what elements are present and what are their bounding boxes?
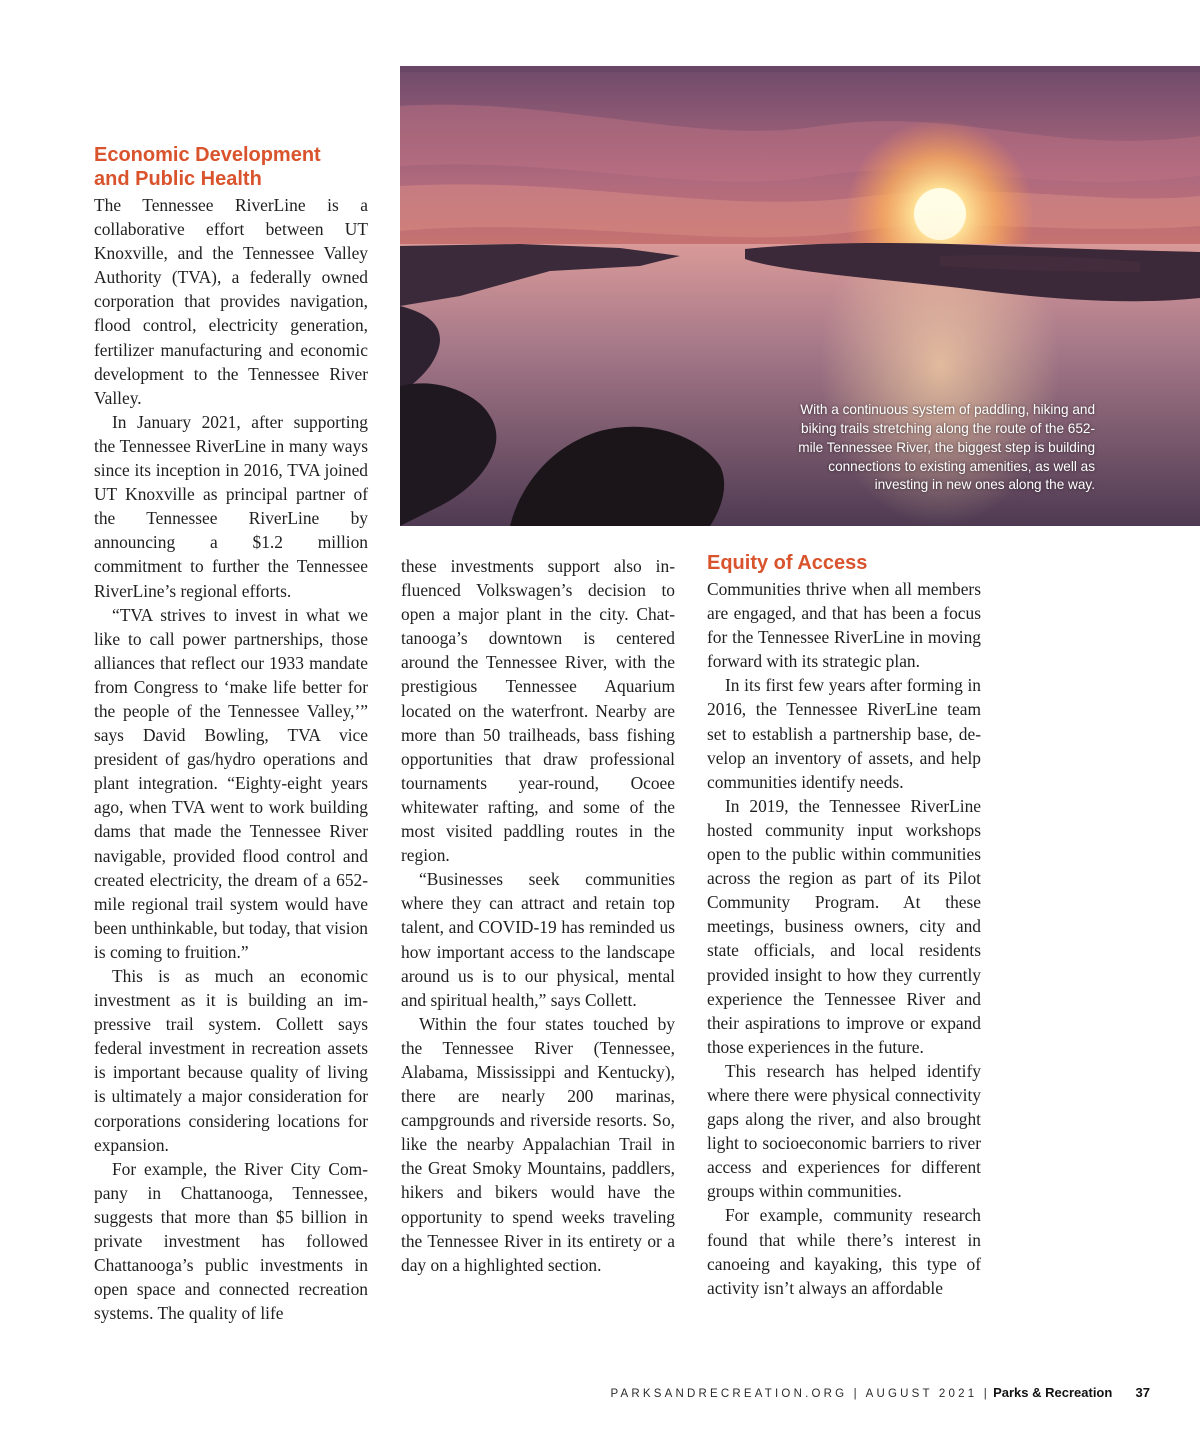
caption-line: connections to existing amenities, as well as xyxy=(828,458,1095,474)
heading-line: Economic Development xyxy=(94,144,321,166)
page-number: 37 xyxy=(1135,1385,1150,1400)
body-paragraph: In its first few years after forming in 2016, the Tennessee RiverLine team set to establish a partnership base, develop an inventory of assets, and help communities identify needs. xyxy=(707,675,981,792)
footer-magazine-name: Parks & Recreation xyxy=(993,1385,1113,1400)
section-heading-equity-of-access: Equity of Access xyxy=(707,552,868,574)
body-paragraph: This is as much an economic investment as it is building an impressive trail system. Collett says federal investment in recreation assets is important because quality of living is ultimately a major consideration for corporations considering locations for expansion. xyxy=(94,966,368,1155)
caption-line: mile Tennessee River, the biggest step is building xyxy=(798,439,1095,455)
body-paragraph: This research has helped identify where there were physical connectivity gaps along the river, and also brought light to socioeconomic barriers to river access and experiences for different groups within communities. xyxy=(707,1060,981,1202)
caption-line: investing in new ones along the way. xyxy=(874,477,1095,493)
article-column-3 xyxy=(707,551,981,1300)
body-paragraph: Communities thrive when all members are engaged, and that has been a focus for the Tennessee RiverLine in moving forward with its strategic plan. xyxy=(707,579,981,672)
body-paragraph: “TVA strives to invest in what we like to call power partnerships, those alliances that reflect our 1933 mandate from Congress to ‘make life better for the people of the Tennessee Valley,’” says David Bowling, TVA vice president of gas/hydro operations and plant integration. “Eighty-eight years ago, when TVA went to work building dams that made the Tennessee River navigable, provided flood control and created electricity, the dream of a 652-mile regional trail system would have been unthinkable, but today, that vision is coming to fruition.” xyxy=(94,604,368,962)
section-heading-economic-development xyxy=(94,143,368,191)
body-paragraph: For example, the River City Company in Chattanooga, Tennessee, suggests that more than $5 billion in private investment has followed Chattanooga’s public investments in open space and connected recreation systems. The quality of life xyxy=(94,1158,368,1324)
article-column-1 xyxy=(94,143,368,1325)
body-paragraph: For example, community research found that while there’s interest in canoeing and kayaking, this type of activity isn’t always an affordable xyxy=(707,1205,981,1298)
caption-line: biking trails stretching along the route of the 652- xyxy=(801,421,1095,437)
article-column-2 xyxy=(401,554,675,1277)
body-paragraph: In January 2021, after supporting the Tennessee RiverLine in many ways since its inception in 2016, TVA joined UT Knoxville as principal partner of the Tennessee RiverLine by announcing a $1.2 million commitment to further the Tennessee RiverLine’s regional efforts. xyxy=(94,411,368,601)
heading-line: and Public Health xyxy=(94,168,262,190)
body-paragraph: In 2019, the Tennessee RiverLine hosted community input workshops open to the public within communities across the region as part of its Pilot Community Program. At these meetings, business owners, city and state officials, and local residents provided insight to how they currently experience the Tennessee River and their aspirations to improve or expand those experiences in the future. xyxy=(707,795,981,1057)
body-paragraph: “Businesses seek communities where they can attract and retain top talent, and COVID-19 has reminded us how important access to the landscape around us is to our physical, mental and spiritual health,” says Collett. xyxy=(401,869,675,1010)
body-paragraph: Within the four states touched by the Tennessee River (Tennessee, Alabama, Mississippi and Kentucky), there are nearly 200 marinas, campgrounds and riverside resorts. So, like the nearby Appalachian Trail in the Great Smoky Mountains, paddlers, hikers and bikers would have the opportunity to spend weeks traveling the Tennessee River in its entirety or a day on a highlighted section. xyxy=(401,1013,675,1275)
body-paragraph: The Tennessee RiverLine is a collaborative effort between UT Knoxville, and the Tennessee Valley Authority (TVA), a federally owned corporation that provides navigation, flood control, electricity generation, fertilizer manufacturing and economic development to the Tennessee River Valley. xyxy=(94,195,368,408)
photo-caption xyxy=(735,401,1095,495)
footer-site-date: PARKSANDRECREATION.ORG | AUGUST 2021 | xyxy=(610,1388,990,1400)
body-paragraph: these investments support also influenced Volkswagen’s decision to open a major plant in the city. Chattanooga’s downtown is centered around the Tennessee River, with the prestigious Tennessee Aquarium located on the waterfront. Nearby are more than 50 trailheads, bass fishing opportunities that draw professional tournaments year-round, Ocoee whitewater rafting, and some of the most visited paddling routes in the region. xyxy=(401,556,675,866)
river-sunset-photo xyxy=(400,66,1200,526)
page-footer xyxy=(0,1385,1150,1400)
caption-line: With a continuous system of paddling, hiking and xyxy=(800,402,1095,418)
